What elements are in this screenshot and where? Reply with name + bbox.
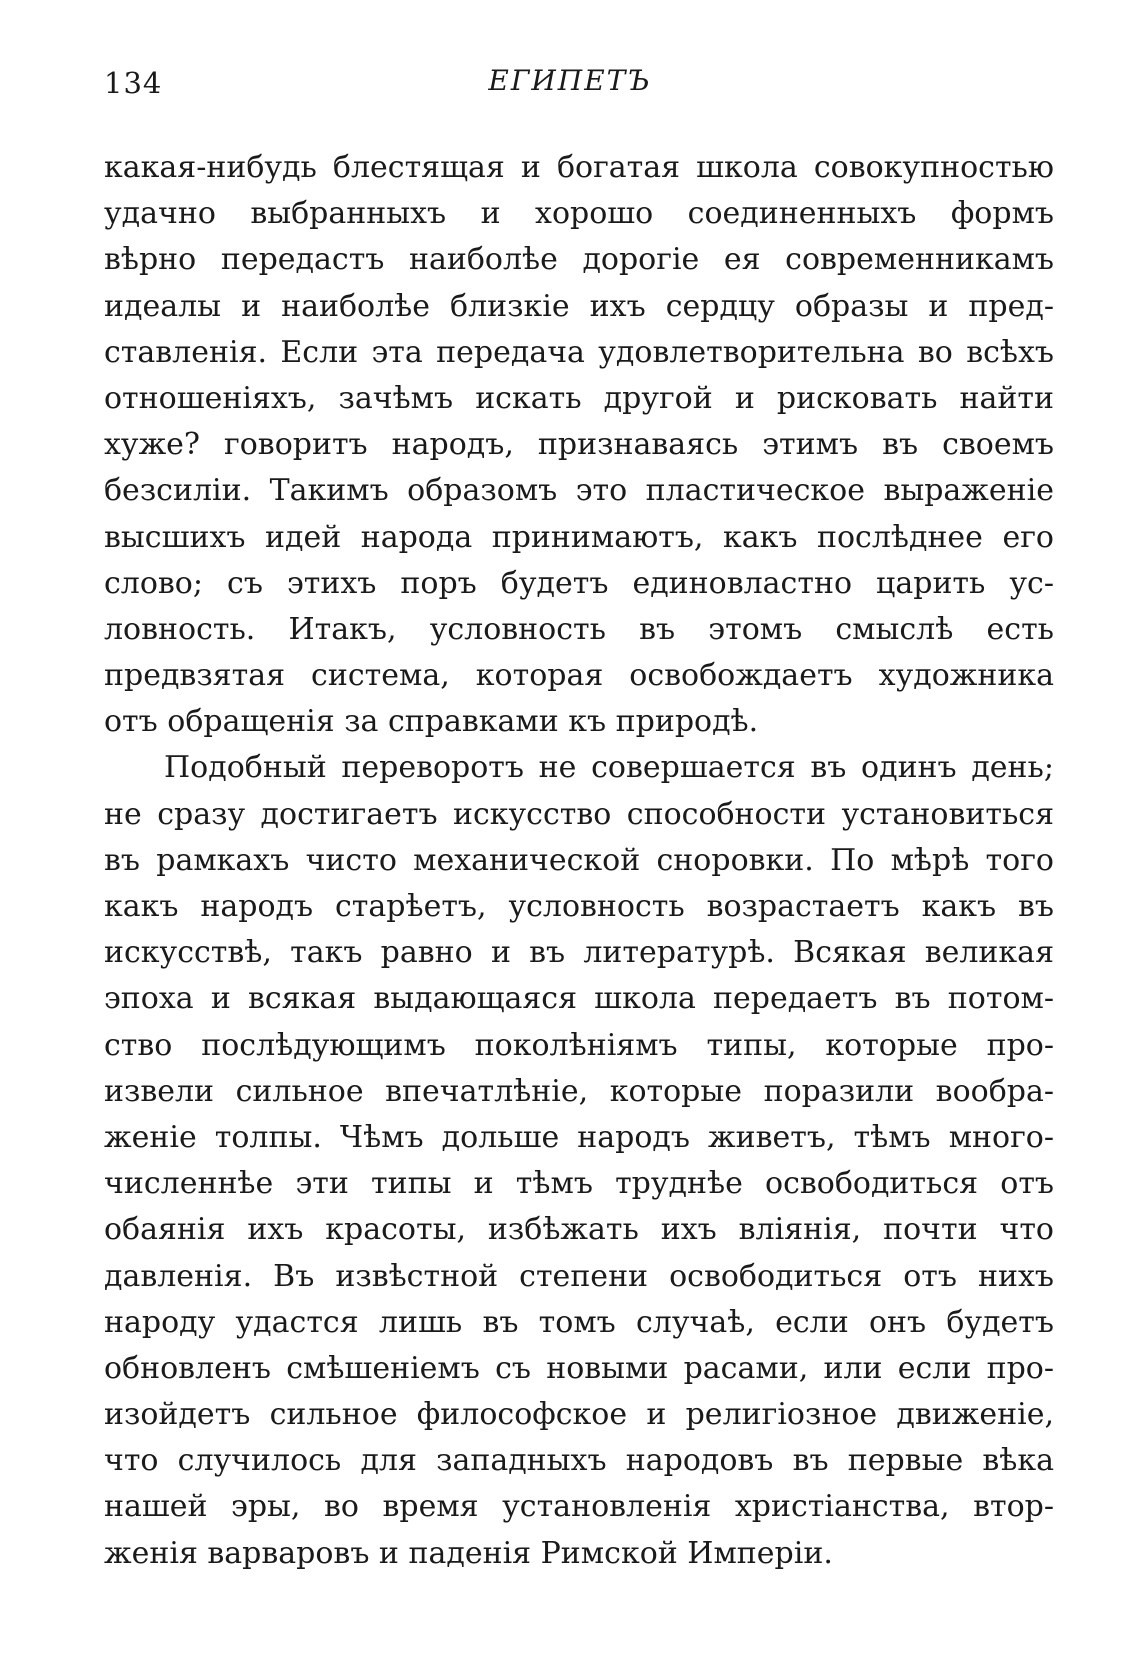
text-line: ставленія. Если эта передача удовлетворительна во всѣхъ — [104, 334, 1054, 370]
text-line: эпоха и всякая выдающаяся школа передаетъ въ потом- — [104, 981, 1054, 1017]
text-line: въ рамкахъ чисто механической сноровки. По мѣрѣ того — [104, 842, 1054, 878]
text-line: изойдетъ сильное философское и религіозное движеніе, — [104, 1397, 1054, 1433]
running-head — [0, 60, 1140, 110]
text-line: слово; съ этихъ поръ будетъ единовластно царить ус- — [104, 565, 1054, 601]
text-line: ловность. Итакъ, условность въ этомъ смыслѣ есть — [104, 611, 1054, 647]
text-line: женіе толпы. Чѣмъ дольше народъ живетъ, тѣмъ много- — [104, 1119, 1054, 1155]
text-line: какая-нибудь блестящая и богатая школа совокупностью — [104, 150, 1054, 185]
text-line: народу удастся лишь въ томъ случаѣ, если онъ будетъ — [104, 1304, 1054, 1340]
text-line: что случилось для западныхъ народовъ въ первые вѣка — [104, 1443, 1054, 1479]
text-line: безсиліи. Такимъ образомъ это пластическое выраженіе — [104, 473, 1054, 509]
body-text — [104, 145, 1054, 1577]
text-line: ство послѣдующимъ поколѣніямъ типы, которые про- — [104, 1027, 1054, 1063]
text-line: отношеніяхъ, зачѣмъ искать другой и рисковать найти — [104, 380, 1054, 416]
text-line: численнѣе эти типы и тѣмъ труднѣе освободиться отъ — [104, 1166, 1054, 1202]
text-line: давленія. Въ извѣстной степени освободиться отъ нихъ — [104, 1258, 1054, 1294]
text-line: предвзятая система, которая освобождаетъ художника — [104, 658, 1054, 694]
paragraph-1 — [104, 145, 1054, 745]
text-line: отъ обращенія за справками къ природѣ. — [104, 704, 759, 740]
text-line: какъ народъ старѣетъ, условность возрастаетъ какъ въ — [104, 889, 1054, 924]
text-line: обаянія ихъ красоты, избѣжать ихъ вліянія, почти что — [104, 1212, 1054, 1248]
text-line: хуже? говоритъ народъ, признаваясь этимъ въ своемъ — [104, 427, 1054, 463]
text-line: идеалы и наиболѣе близкіе ихъ сердцу образы и пред- — [104, 288, 1054, 324]
text-line: высшихъ идей народа принимаютъ, какъ послѣднее его — [104, 519, 1054, 555]
text-line: Подобный переворотъ не совершается въ одинъ день; — [164, 750, 1054, 786]
text-line: извели сильное впечатлѣніе, которые поразили вообра- — [104, 1073, 1054, 1109]
running-title: ЕГИПЕТЪ — [488, 64, 652, 97]
paragraph-2 — [104, 745, 1054, 1576]
text-line: не сразу достигаетъ искусство способности установиться — [104, 796, 1054, 832]
text-line: искусствѣ, такъ равно и въ литературѣ. Всякая великая — [104, 935, 1054, 971]
page-number: 134 — [104, 66, 163, 100]
text-line: женія варваровъ и паденія Римской Имперіи. — [104, 1535, 833, 1571]
text-line: нашей эры, во время установленія христіанства, втор- — [104, 1489, 1054, 1525]
text-line: обновленъ смѣшеніемъ съ новыми расами, или если про- — [104, 1350, 1054, 1386]
text-line: вѣрно передастъ наиболѣе дорогіе ея современникамъ — [104, 242, 1054, 278]
text-line: удачно выбранныхъ и хорошо соединенныхъ формъ — [104, 196, 1054, 232]
